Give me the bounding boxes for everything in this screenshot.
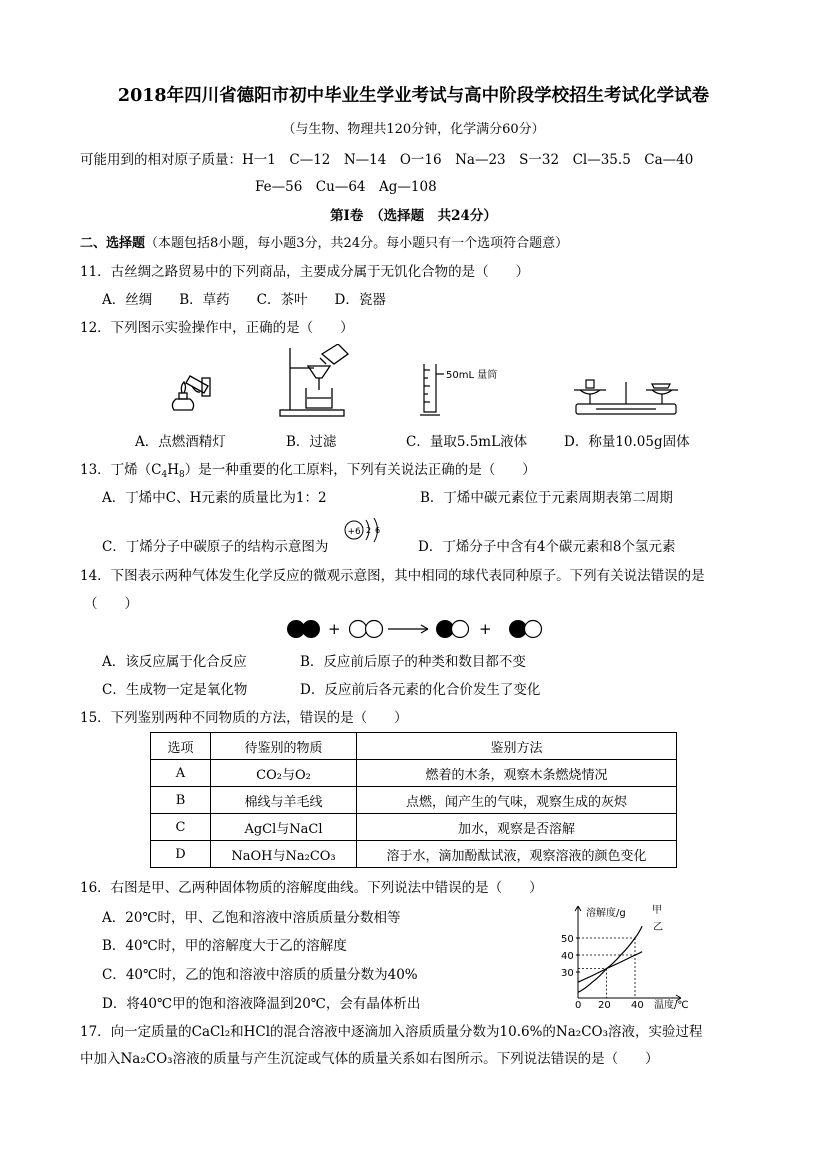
q14-option-b: B．反应前后原子的种类和数目都不变 [300,654,526,670]
reaction-diagram [282,616,552,642]
q17-line-1: 17．向一定质量的CaCl₂和HCl的混合溶液中逐滴加入溶质质量分数为10.6%的Na₂CO₃溶液，实验过程 [80,1024,703,1040]
cylinder-label: 50mL 量筒 [446,370,498,381]
series-jia-curve [578,926,642,992]
measuring-cylinder-figure [418,360,518,420]
balance-figure [566,368,686,420]
q12-label-c: C．量取5.5mL液体 [406,434,528,450]
filtration-figure [276,344,364,420]
q13-option-d: D．丁烯分子中含有4个碳元素和8个氢元素 [418,539,676,555]
product-1-atom-2 [452,621,469,638]
subtitle: （与生物、物理共120分钟，化学满分60分） [282,122,545,137]
q13-sub-8: 8 [179,470,185,480]
table-cell: 棉线与羊毛线 [211,787,357,814]
q16-stem: 16．右图是甲、乙两种固体物质的溶解度曲线。下列说法中错误的是（ ） [80,880,543,896]
q17-line-2: 中加入Na₂CO₃溶液的质量与产生沉淀或气体的质量关系如右图所示。下列说法错误的是（ ） [80,1051,659,1067]
q16-option-c: C．40℃时，乙的饱和溶液中溶质的质量分数为40% [102,967,418,983]
q13-option-b: B．丁烯中碳元素位于元素周期表第二周期 [420,490,673,506]
section-note: （本题包括8小题，每小题3分，共24分。每小题只有一个选项符合题意） [145,236,569,251]
plus-2: + [479,620,492,638]
y-tick-label: 50 [561,934,574,945]
molecule-2-atom-2 [366,621,383,638]
table-row [151,760,677,787]
table-cell: D [151,841,211,868]
q11-options: A．丝绸 B．草药 C．茶叶 D．瓷器 [102,292,386,308]
q14-option-d: D．反应前后各元素的化合价发生了变化 [300,682,541,698]
q12-label-a: A．点燃酒精灯 [135,434,226,450]
q14-stem: 14．下图表示两种气体发生化学反应的微观示意图，其中相同的球代表同种原子。下列有关说法错误的是 [80,568,705,584]
q16-option-d: D．将40℃甲的饱和溶液降温到20℃，会有晶体析出 [102,996,421,1012]
table-header: 鉴别方法 [357,733,677,760]
plus-1: + [328,620,341,638]
table-cell: C [151,814,211,841]
x-tick-label: 0 [575,1000,582,1011]
table-header: 选项 [151,733,211,760]
table-row [151,814,677,841]
q13-option-a: A．丁烯中C、H元素的质量比为1：2 [102,490,327,506]
y-axis-label: 溶解度/g [586,908,626,919]
x-tick-label: 20 [598,1000,611,1011]
table-cell: AgCl与NaCl [211,814,357,841]
q13-stem-post: ）是一种重要的化工原料，下列有关说法正确的是（ ） [184,462,536,478]
identification-table [150,732,677,868]
page-title: 2018年四川省德阳市初中毕业生学业考试与高中阶段学校招生考试化学试卷 [117,86,710,106]
q15-stem: 15．下列鉴别两种不同物质的方法，错误的是（ ） [80,710,408,726]
x-axis-label: 温度/℃ [654,1000,689,1011]
series-label-yi: 乙 [653,922,663,933]
volume-title: 第Ⅰ卷 （选择题 共24分） [330,208,497,224]
section-header [80,232,568,251]
atomic-mass-line-1: 可能用到的相对原子质量：H一1 C—12 N—14 O一16 Na—23 S一32 Cl—35.5 Ca—40 [80,152,694,168]
table-header-row [151,733,677,760]
table-cell: 点燃，闻产生的气味，观察生成的灰烬 [357,787,677,814]
table-cell: 溶于水，滴加酚酞试液，观察溶液的颜色变化 [357,841,677,868]
table-row [151,841,677,868]
molecule-1-atom-2 [302,620,320,638]
section-head: 二、选择题 [80,236,146,251]
q11-stem: 11．古丝绸之路贸易中的下列商品，主要成分属于无饥化合物的是（ ） [80,264,530,280]
q14-bracket: （ ） [84,596,138,612]
series-label-jia: 甲 [652,905,662,916]
q12-label-b: B．过滤 [286,434,337,450]
q13-sub-4: 4 [161,470,168,480]
alcohol-lamp-figure [160,366,220,418]
q12-label-d: D．称量10.05g固体 [564,434,690,450]
q14-option-a: A．该反应属于化合反应 [102,654,247,670]
q13-stem-pre: 13．丁烯（C [80,462,162,478]
solubility-chart [556,900,706,1012]
table-cell: A [151,760,211,787]
table-cell: CO₂与O₂ [211,760,357,787]
y-tick-label: 30 [561,968,574,979]
q13-stem [80,458,536,478]
q13-option-c: C．丁烯分子中碳原子的结构示意图为 [102,539,329,555]
table-row [151,787,677,814]
series-yi-curve [578,952,642,983]
table-cell: 加水，观察是否溶解 [357,814,677,841]
molecule-2-atom-1 [350,621,367,638]
shell-2-count: 6 [375,526,381,535]
shell-1-count: 2 [366,526,372,535]
atomic-mass-line-2: Fe—56 Cu—64 Ag—108 [255,179,437,195]
q13-stem-mid: H [167,462,180,478]
q16-option-b: B．40℃时，甲的溶解度大于乙的溶解度 [102,938,347,954]
y-tick-label: 40 [561,951,574,962]
carbon-atom-diagram [342,516,388,550]
q12-stem: 12．下列图示实验操作中，正确的是（ ） [80,320,354,336]
table-header: 待鉴别的物质 [211,733,357,760]
table-cell: 燃着的木条，观察木条燃烧情况 [357,760,677,787]
q14-option-c: C．生成物一定是氧化物 [102,682,248,698]
q16-option-a: A．20℃时，甲、乙饱和溶液中溶质质量分数相等 [102,910,401,926]
nucleus-charge: +6 [347,527,361,537]
table-cell: NaOH与Na₂CO₃ [211,841,357,868]
table-cell: B [151,787,211,814]
x-tick-label: 40 [631,1000,644,1011]
product-2-atom-2 [525,621,542,638]
